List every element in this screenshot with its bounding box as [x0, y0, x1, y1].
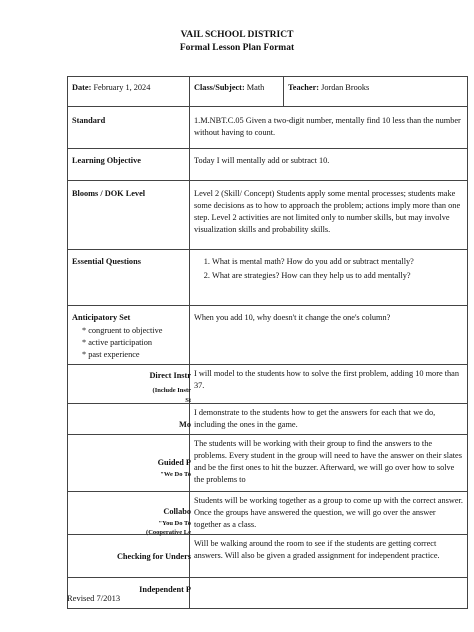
revised-note: Revised 7/2013: [67, 593, 121, 603]
teacher-value: Jordan Brooks: [321, 83, 370, 92]
independent-row: [68, 578, 468, 609]
collab-value: Students will be working together as a group to come up with the correct answer. Once the groups have answered the question, we will go over the answer together as a class.: [190, 492, 468, 535]
anticipatory-label: Anticipatory Set: [72, 313, 131, 322]
direct-sub-2: St: [185, 397, 191, 404]
anticipatory-cell: [68, 306, 190, 365]
collab-sub-2: (Cooperative Le: [146, 529, 191, 536]
anticipatory-item: * active participation: [82, 338, 153, 347]
model-row: [68, 404, 468, 435]
direct-value: I will model to the students how to solve the first problem, adding 10 more than 37.: [190, 365, 468, 404]
class-cell: [190, 77, 284, 107]
eq-label: Essential Questions: [68, 250, 190, 306]
class-value: Math: [246, 83, 265, 92]
objective-value: Today I will mentally add or subtract 10.: [190, 149, 468, 181]
objective-row: [68, 149, 468, 181]
guided-label-cell: [68, 435, 190, 492]
objective-label: Learning Objective: [68, 149, 190, 181]
lesson-plan-frame: [67, 76, 463, 594]
check-label-cell: [68, 535, 190, 578]
collab-row: [68, 492, 468, 535]
eq-row: [68, 250, 468, 306]
format-title: Formal Lesson Plan Format: [179, 43, 295, 53]
direct-label-cell: [68, 365, 190, 404]
blooms-row: [68, 181, 468, 250]
direct-row: [68, 365, 468, 404]
independent-value: [190, 578, 468, 609]
guided-row: [68, 435, 468, 492]
eq-item: 2. What are strategies? How can they help us to add mentally?: [212, 270, 463, 282]
collab-label: Collabo: [163, 507, 191, 516]
class-label: Class/Subject:: [194, 83, 245, 92]
date-value: February 1, 2024: [93, 83, 151, 92]
eq-list: [194, 256, 463, 282]
model-label: Mo: [179, 420, 191, 429]
standard-label: Standard: [68, 107, 190, 149]
eq-cell: [190, 250, 468, 306]
check-value: Will be walking around the room to see if the students are getting correct answers. Will also be given a graded assignment for independent practice.: [190, 535, 468, 578]
anticipatory-value: When you add 10, why doesn't it change the one's column?: [190, 306, 468, 365]
model-label-cell: [68, 404, 190, 435]
blooms-label: Blooms / DOK Level: [68, 181, 190, 250]
eq-item: 1. What is mental math? How do you add or subtract mentally?: [212, 256, 463, 268]
district-title: VAIL SCHOOL DISTRICT: [180, 30, 294, 40]
anticipatory-items: [72, 325, 185, 361]
collab-label-cell: [68, 492, 190, 535]
direct-label: Direct Instr: [149, 371, 191, 380]
date-label: Date:: [72, 83, 92, 92]
teacher-label: Teacher:: [288, 83, 320, 92]
blooms-value: Level 2 (Skill/ Concept) Students apply some mental processes; students make some decisions as to how to approach the problem; actions imply more than one step. Level 2 activities are not limited only to number skills, but may involve visualization skills and probability skills.: [190, 181, 468, 250]
collab-sub-1: "You Do To: [158, 520, 191, 527]
anticipatory-item: * congruent to objective: [82, 326, 163, 335]
teacher-cell: [284, 77, 468, 107]
lesson-plan-table: [67, 76, 468, 609]
independent-label: Independent P: [139, 585, 191, 594]
check-label: Checking for Unders: [116, 552, 191, 561]
header-row: [68, 77, 468, 107]
standard-value: 1.M.NBT.C.05 Given a two-digit number, mentally find 10 less than the number without having to count.: [190, 107, 468, 149]
model-value: I demonstrate to the students how to get the answers for each that we do, including the ones in the game.: [190, 404, 468, 435]
guided-label: Guided P: [157, 458, 191, 467]
direct-sub-1: (Include Instr: [152, 387, 191, 394]
date-cell: [68, 77, 190, 107]
guided-value: The students will be working with their group to find the answers to the problems. Every student in the group will need to have the answer on their slates and be the first ones to hit the buzzer. Afterward, we will go over how to solve the problems to: [190, 435, 468, 492]
anticipatory-row: [68, 306, 468, 365]
standard-row: [68, 107, 468, 149]
anticipatory-item: * past experience: [82, 350, 140, 359]
guided-sub: "We Do To: [160, 471, 191, 478]
check-row: [68, 535, 468, 578]
